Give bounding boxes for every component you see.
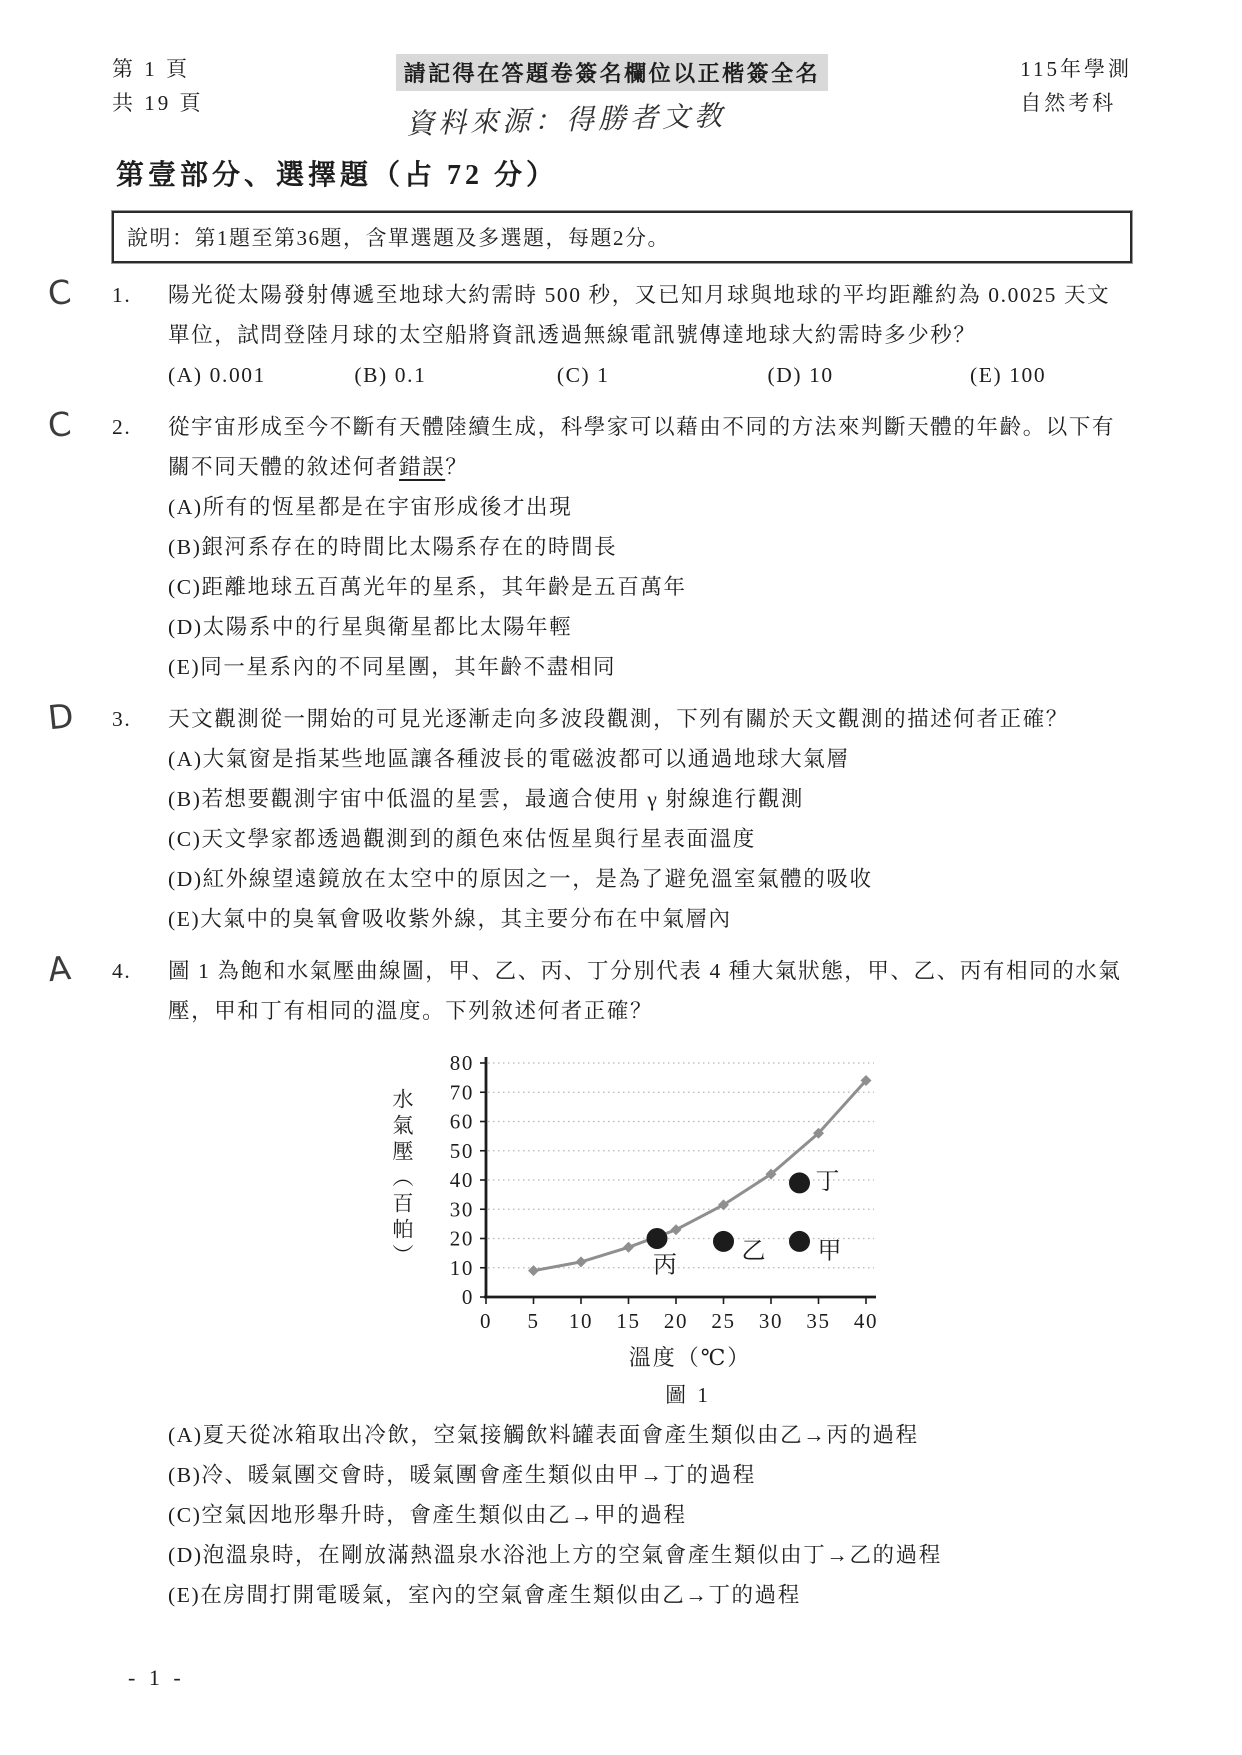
question-4: [45, 947, 1132, 1615]
svg-text:40: 40: [449, 1168, 474, 1192]
question-text: 圖 1 為飽和水氣壓曲線圖，甲、乙、丙、丁分別代表 4 種大氣狀態，甲、乙、丙有相同的水氣壓，甲和丁有相同的溫度。下列敘述何者正確？: [168, 959, 1122, 1023]
svg-text:0: 0: [479, 1309, 493, 1333]
question-3: [45, 695, 1132, 939]
option-c: (C)天文學家都透過觀測到的顏色來估恆星與行星表面溫度: [168, 827, 756, 851]
option-e: (E)大氣中的臭氧會吸收紫外線，其主要分布在中氣層內: [168, 907, 732, 931]
svg-text:10: 10: [449, 1255, 474, 1280]
svg-text:30: 30: [758, 1309, 784, 1333]
option-c: (C)距離地球五百萬光年的星系，其年齡是五百萬年: [168, 575, 687, 599]
svg-text:丁: 丁: [815, 1168, 842, 1195]
svg-text:乙: 乙: [741, 1238, 768, 1265]
question-text: 從宇宙形成至今不斷有天體陸續生成，科學家可以藉由不同的方法來判斷天體的年齡。以下有關不同天體的敘述何者錯誤？: [168, 415, 1116, 479]
handwritten-source-note: 資料來源：得勝者文教: [405, 99, 727, 141]
svg-text:甲: 甲: [817, 1238, 844, 1265]
header-center: [396, 54, 829, 141]
option-a: (A)大氣窗是指某些地區讓各種波長的電磁波都可以通過地球大氣層: [168, 747, 850, 771]
section-title: 第壹部分、選擇題（占 72 分）: [116, 160, 559, 191]
option-b: (B)冷、暖氣團交會時，暖氣團會產生類似由甲→丁的過程: [168, 1463, 756, 1487]
svg-text:溫度（℃）: 溫度（℃）: [628, 1345, 752, 1370]
option-b: (B) 0.1: [354, 363, 427, 387]
exam-subject: 自然考科: [1020, 91, 1117, 115]
question-number: 4.: [112, 959, 132, 983]
option-b: (B)若想要觀測宇宙中低溫的星雲，最適合使用 γ 射線進行觀測: [168, 787, 805, 811]
svg-text:30: 30: [449, 1197, 474, 1222]
option-d: (D)紅外線望遠鏡放在太空中的原因之一，是為了避免溫室氣體的吸收: [168, 867, 873, 891]
question-number: 1.: [112, 283, 132, 307]
figure-1: [376, 1051, 924, 1415]
handwritten-answer-mark: D: [45, 695, 77, 738]
option-a: (A)夏天從冰箱取出冷飲，空氣接觸飲料罐表面會產生類似由乙→丙的過程: [168, 1423, 919, 1447]
page-count: [112, 52, 204, 120]
svg-text:20: 20: [663, 1309, 689, 1333]
option-d: (D)泡溫泉時，在剛放滿熱溫泉水浴池上方的空氣會產生類似由丁→乙的過程: [168, 1543, 942, 1567]
svg-text:35: 35: [806, 1309, 831, 1333]
svg-text:70: 70: [449, 1080, 474, 1105]
svg-text:25: 25: [711, 1309, 736, 1333]
question-1: [45, 271, 1132, 395]
y-axis-label: 水氣壓（百帕）: [390, 1088, 414, 1270]
figure-caption: 圖 1: [665, 1383, 711, 1407]
handwritten-answer-mark: C: [45, 403, 75, 446]
option-d: (D)太陽系中的行星與衛星都比太陽年輕: [168, 615, 573, 639]
options-row: [168, 355, 1132, 395]
question-text: 天文觀測從一開始的可見光逐漸走向多波段觀測，下列有關於天文觀測的描述何者正確？: [168, 707, 1069, 731]
instruction-box: 說明：第1題至第36題，含單選題及多選題，每題2分。: [112, 211, 1132, 263]
svg-text:丙: 丙: [653, 1252, 679, 1279]
saturation-vapor-pressure-chart: [422, 1051, 924, 1373]
question-number: 2.: [112, 415, 132, 439]
question-number: 3.: [112, 707, 132, 731]
page-header: [112, 52, 1132, 141]
svg-text:15: 15: [616, 1309, 641, 1333]
svg-text:5: 5: [527, 1309, 540, 1333]
handwritten-answer-mark: C: [45, 271, 75, 314]
svg-text:0: 0: [461, 1285, 474, 1309]
svg-text:10: 10: [568, 1309, 594, 1333]
exam-info: [1020, 52, 1132, 120]
question-text: 陽光從太陽發射傳遞至地球大約需時 500 秒，又已知月球與地球的平均距離約為 0.0025 天文單位，試問登陸月球的太空船將資訊透過無線電訊號傳達地球大約需時多少秒？: [168, 283, 1111, 347]
svg-text:50: 50: [449, 1138, 474, 1163]
option-c: (C)空氣因地形舉升時，會產生類似由乙→甲的過程: [168, 1503, 687, 1527]
svg-text:60: 60: [449, 1109, 474, 1134]
option-e: (E) 100: [969, 363, 1047, 387]
svg-text:40: 40: [853, 1309, 879, 1333]
total-pages-line: 共 19 頁: [112, 91, 204, 115]
underlined-word: 錯誤: [399, 455, 446, 479]
option-b: (B)銀河系存在的時間比太陽系存在的時間長: [168, 535, 618, 559]
exam-year: 115年學測: [1020, 57, 1132, 81]
option-a: (A)所有的恆星都是在宇宙形成後才出現: [168, 495, 573, 519]
signature-notice: 請記得在答題卷簽名欄位以正楷簽全名: [396, 54, 829, 91]
option-c: (C) 1: [556, 363, 610, 387]
option-e: (E)在房間打開電暖氣，室內的空氣會產生類似由乙→丁的過程: [168, 1583, 801, 1607]
option-d: (D) 10: [767, 363, 834, 387]
svg-text:20: 20: [449, 1226, 474, 1251]
page-footer: - 1 -: [128, 1665, 185, 1690]
question-2: [45, 403, 1132, 687]
svg-text:80: 80: [449, 1051, 474, 1075]
option-e: (E)同一星系內的不同星團，其年齡不盡相同: [168, 655, 617, 679]
handwritten-answer-mark: A: [45, 947, 75, 990]
option-a: (A) 0.001: [168, 363, 266, 387]
page-number-line: 第 1 頁: [112, 57, 190, 81]
